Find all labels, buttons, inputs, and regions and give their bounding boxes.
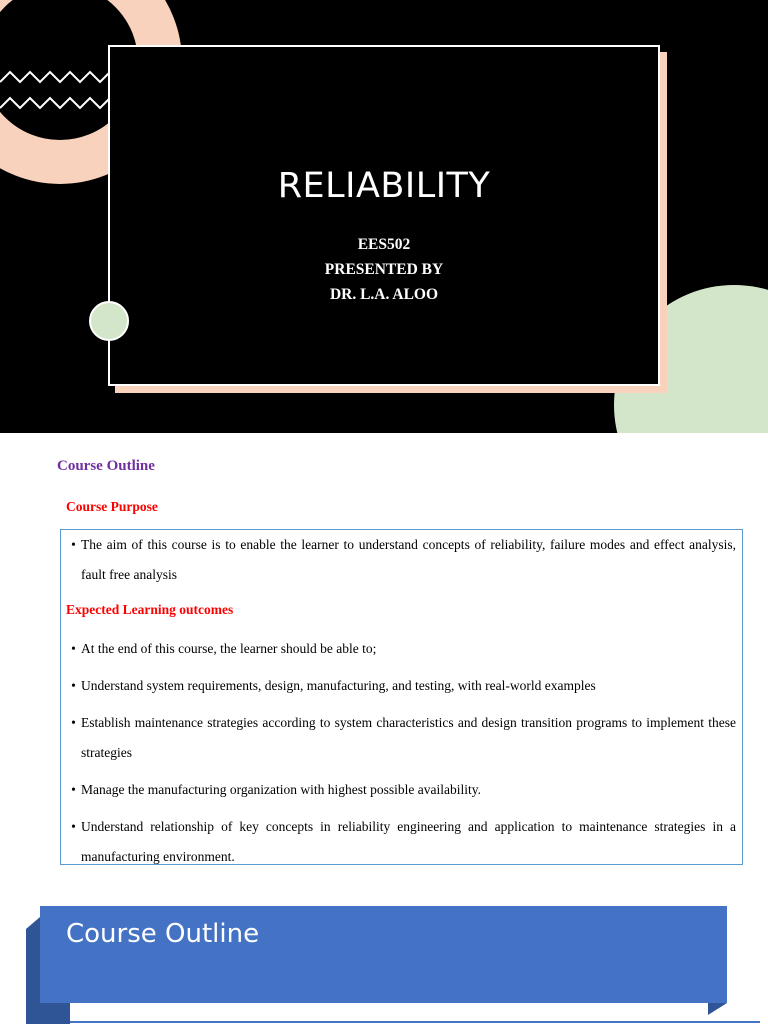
banner-fold-right [708,1003,727,1015]
list-item: • Establish maintenance strategies according to system characteristics and design transition programs to implement these strategies [66,708,736,767]
bullet-icon: • [71,641,76,656]
banner-title: Course Outline [66,919,260,949]
bullet-icon: • [71,782,76,797]
list-item: • Understand relationship of key concepts in reliability engineering and application to maintenance strategies in a manufacturing environment. [66,812,736,871]
title-slide [0,0,768,433]
banner-underline [70,1021,760,1023]
bullet-icon: • [71,715,76,730]
presenter-name: DR. L.A. ALOO [329,286,439,303]
outcomes-label: Expected Learning outcomes [66,602,234,617]
slide-subtitle [0,232,768,307]
zigzag-decoration [0,66,112,120]
list-item: • Understand system requirements, design, manufacturing, and testing, with real-world examples [66,671,736,701]
list-item: • Manage the manufacturing organization with highest possible availability. [66,775,736,805]
section-heading: Course Outline [57,458,155,474]
bullet-icon: • [71,537,76,552]
course-purpose-label: Course Purpose [66,499,158,514]
list-item: • The aim of this course is to enable the learner to understand concepts of reliability, failure modes and effect analysis, fault free analysis [66,530,736,589]
small-green-circle-decoration [89,301,129,341]
presented-by-label: PRESENTED BY [324,261,444,278]
course-code: EES502 [357,236,411,253]
course-outline-title-slide [0,893,768,1024]
course-outline-slide [0,433,768,893]
list-item: • At the end of this course, the learner should be able to; [66,634,736,664]
banner-fold-left [26,917,40,929]
outline-box [60,529,743,865]
bullet-icon: • [71,819,76,834]
slide-title: RELIABILITY [277,166,491,206]
bullet-icon: • [71,678,76,693]
title-card [108,45,660,386]
